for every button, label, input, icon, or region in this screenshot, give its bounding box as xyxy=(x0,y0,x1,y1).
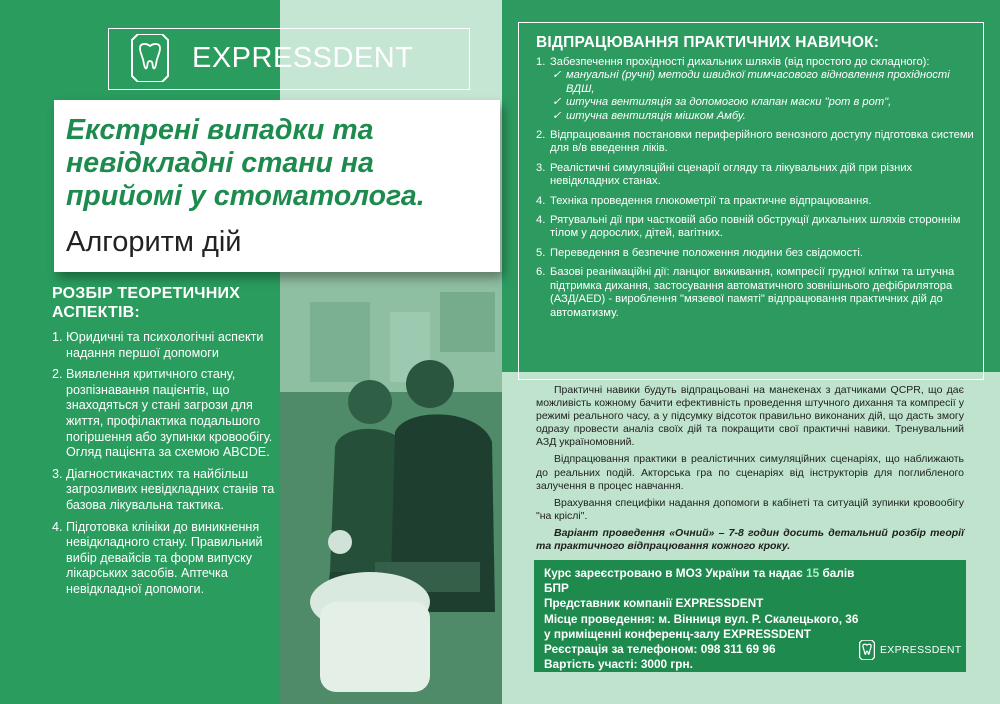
location-line: Місце проведення: м. Вінниця вул. Р. Скалецького, 36 xyxy=(544,611,859,626)
practice-section xyxy=(536,34,976,326)
description-paragraph: Варіант проведення «Очний» – 7-8 годин досить детальний розбір теорії та практичного відпрацювання кожного кроку. xyxy=(536,526,964,553)
accreditation-line xyxy=(544,566,864,596)
checklist-item xyxy=(550,96,976,109)
list-item xyxy=(52,467,277,514)
item-text: Юридичні та психологічні аспекти надання першої допомоги xyxy=(66,330,264,360)
list-item xyxy=(536,247,976,260)
footer-brand-name: EXPRESSDENT xyxy=(880,644,962,656)
phone-line: Реєстрація за телефоном: 098 311 69 96 xyxy=(544,642,776,657)
item-text: Діагностикачастих та найбільш загрозливих невідкладних станів та базова лікувальна тактика. xyxy=(66,466,275,512)
training-photo xyxy=(280,272,502,704)
description-paragraph: Врахування специфіки надання допомоги в кабінеті та ситуацій зупинки кровообігу "на кріслі". xyxy=(536,496,964,522)
item-text: Реалістичні симуляційні сценарії огляду та лікувальних дій при різних невідкладних станах. xyxy=(550,161,913,188)
main-title: Екстрені випадки та невідкладні стани на прийомі у стоматолога. xyxy=(66,114,425,212)
item-text: Підготовка клініки до виникнення невідкладного стану. Правильний вибір девайсів та форм випуску лікарських засобів. Аптечка невідкладної допомоги. xyxy=(66,519,263,596)
price-line: Вартість участі: 3000 грн. xyxy=(544,657,693,672)
item-number: 4. xyxy=(52,519,63,534)
list-item xyxy=(536,195,976,208)
footer-logo xyxy=(858,640,962,660)
checkmark-icon: ✓ xyxy=(552,69,562,82)
item-text: Рятувальні дії при частковій або повній обструкції дихальних шляхів стороннім тілом у дорослих, дітей, вагітних. xyxy=(550,214,961,240)
item-text: Техніка проведення глюкометрії та практичне відпрацювання. xyxy=(550,194,872,207)
item-number: 2. xyxy=(536,129,546,142)
checklist xyxy=(550,69,976,123)
list-item xyxy=(536,129,976,156)
points-value: 15 xyxy=(806,566,820,580)
theory-heading: РОЗБІР ТЕОРЕТИЧНИХ АСПЕКТІВ: xyxy=(52,285,241,321)
list-item xyxy=(536,56,976,123)
list-item xyxy=(52,330,277,361)
checklist-item xyxy=(550,110,976,123)
venue-line: у приміщенні конференц-залу EXPRESSDENT xyxy=(544,626,811,641)
item-text: Забезпечення прохідності дихальних шляхів (від простого до складного): xyxy=(550,56,930,68)
checkmark-icon: ✓ xyxy=(552,96,562,109)
list-item xyxy=(52,520,277,598)
course-description xyxy=(536,384,964,557)
list-item xyxy=(536,266,976,320)
checklist-item xyxy=(550,69,976,96)
item-number: 1. xyxy=(52,330,63,344)
description-paragraph: Відпрацювання практики в реалістичних симуляційних сценаріях, що наближають до реальних подій. Акторська гра по сценаріях від інструкторів для поглибленого залучення в процес навчання. xyxy=(536,453,964,492)
item-number: 2. xyxy=(52,367,63,382)
brand-name: EXPRESSDENT xyxy=(192,42,414,74)
item-number: 3. xyxy=(536,161,546,174)
item-text: Відпрацювання постановки периферійного венозного доступу підготовка системи для в/в введення ліків. xyxy=(550,129,974,155)
points-label: балів БПР xyxy=(544,566,855,596)
check-text: штучна вентиляція мішком Амбу. xyxy=(566,109,746,122)
checkmark-icon: ✓ xyxy=(552,109,562,122)
theory-list xyxy=(52,330,277,598)
course-info xyxy=(544,566,864,672)
check-text: мануальні (ручні) методи швидкої тимчасового відновлення прохідності ВДШ, xyxy=(566,69,950,95)
item-number: 4. xyxy=(536,194,546,207)
item-number: 5. xyxy=(536,246,546,259)
subtitle: Алгоритм дій xyxy=(66,226,242,258)
practice-heading: ВІДПРАЦЮВАННЯ ПРАКТИЧНИХ НАВИЧОК: xyxy=(536,34,880,51)
check-text: штучна вентиляція за допомогою клапан маски "рот в рот", xyxy=(566,96,892,109)
item-number: 4. xyxy=(536,214,546,227)
list-item xyxy=(536,162,976,189)
tooth-icon xyxy=(858,640,876,660)
item-text: Виявлення критичного стану, розпізнавання пацієнтів, що знаходяться у стані загрози для життя, профілактика подальшого погіршення або зупинки кровообігу. Огляд пацієнта за схемою ABCDE. xyxy=(66,367,273,460)
representative-line: Представник компанії EXPRESSDENT xyxy=(544,596,764,611)
practice-list xyxy=(536,56,976,320)
accreditation-text: Курс зареєстровано в МОЗ України та надає xyxy=(544,566,807,580)
tooth-icon xyxy=(128,34,172,82)
theory-section xyxy=(52,284,277,604)
item-number: 6. xyxy=(536,266,546,279)
item-number: 1. xyxy=(536,56,546,68)
item-text: Базові реанімаційні дії: ланцюг виживання, компресії грудної клітки та штучна підтримка дихання, застосування автоматичного зовнішнього дефібрилятора (АЗД/AED) - вироблення "мязевої памяті" відпрацювання практичних дій до автоматизму. xyxy=(550,266,955,319)
list-item xyxy=(536,214,976,241)
title-card xyxy=(54,100,500,272)
list-item xyxy=(52,367,277,461)
item-text: Переведення в безпечне положення людини без свідомості. xyxy=(550,246,863,259)
description-paragraph: Практичні навики будуть відпрацьовані на манекенах з датчиками QCPR, що дає можливість кожному бачити ефективність проведення штучного дихання та компресії у режимі реального часу, а у підсумку відсоток правильно виконаних дій, що дасть змогу одразу провести аналіз своїх дій та покращити свої практичні навики. Тренувальний АЗД україномовний. xyxy=(536,384,964,449)
item-number: 3. xyxy=(52,466,63,481)
